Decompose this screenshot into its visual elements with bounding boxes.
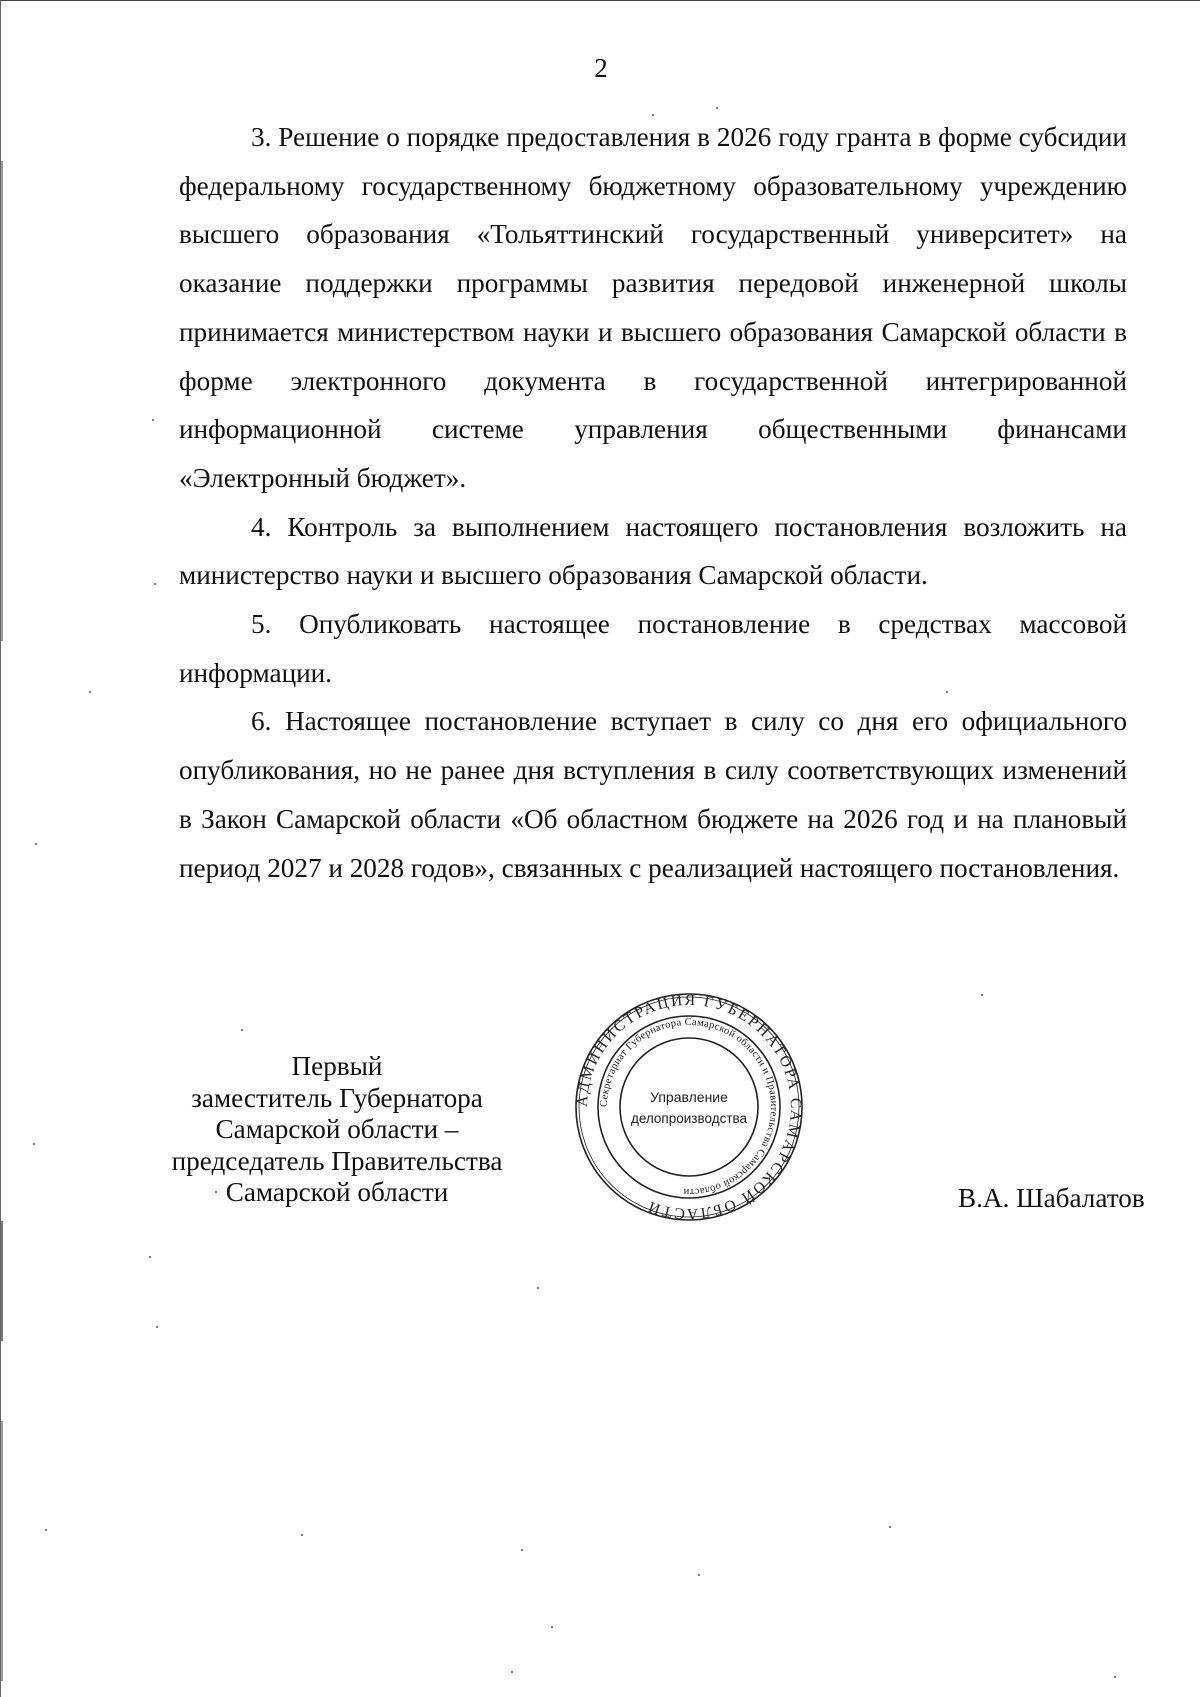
position-line: Самарской области bbox=[225, 1177, 449, 1207]
seal-middle-text: Секретариат Губернатора Самарской области и Правительства Самарской области bbox=[598, 1016, 780, 1198]
seal-center-line-2: делопроизводства bbox=[630, 1111, 748, 1126]
seal-outer-text: АДМИНИСТРАЦИЯ ГУБЕРНАТОРА САМАРСКОЙ ОБЛАСТИ bbox=[573, 991, 805, 1223]
position-line: заместитель Губернатора bbox=[191, 1082, 483, 1113]
position-line: Самарской области – bbox=[215, 1114, 459, 1144]
seal-inner-ring bbox=[620, 1038, 758, 1176]
position-line: Первый bbox=[291, 1051, 383, 1081]
document-body bbox=[179, 113, 1127, 892]
paragraph-5: 5. Опубликовать настоящее постановление в средствах массовой информации. bbox=[179, 609, 1127, 688]
signatory-position bbox=[151, 1051, 523, 1209]
paragraph-3: 3. Решение о порядке предоставления в 2026 году гранта в форме субсидии федеральному государственному бюджетному образовательному учреждению высшего образования «Тольяттинский государственный университет» на оказание поддержки программы развития передовой инженерной школы принимается министерством науки и высшего образования Самарской области в форме электронного документа в государственной интегрированной информационной системе управления общественными финансами «Электронный бюджет». bbox=[179, 122, 1127, 493]
paragraph-4: 4. Контроль за выполнением настоящего постановления возложить на министерство науки и высшего образования Самарской области. bbox=[179, 511, 1127, 591]
seal-center-line-1: Управление bbox=[650, 1089, 728, 1105]
position-line: председатель Правительства bbox=[171, 1145, 503, 1176]
seal-middle-ring bbox=[598, 1016, 780, 1198]
paragraph-6: 6. Настоящее постановление вступает в силу со дня его официального опубликования, но не ранее дня вступления в силу соответствующих изменений в Закон Самарской области «Об областном бюджете на 2026 год и на плановый период 2027 и 2028 годов», связанных с реализацией настоящего постановления. bbox=[179, 706, 1127, 883]
scan-edge-mark bbox=[1, 1221, 3, 1341]
signatory-name: В.А. Шабалатов bbox=[958, 1183, 1145, 1213]
official-seal bbox=[573, 991, 805, 1223]
page-number: 2 bbox=[594, 53, 608, 83]
scan-edge-mark bbox=[1, 161, 3, 641]
scan-edge-mark bbox=[1, 1421, 3, 1681]
